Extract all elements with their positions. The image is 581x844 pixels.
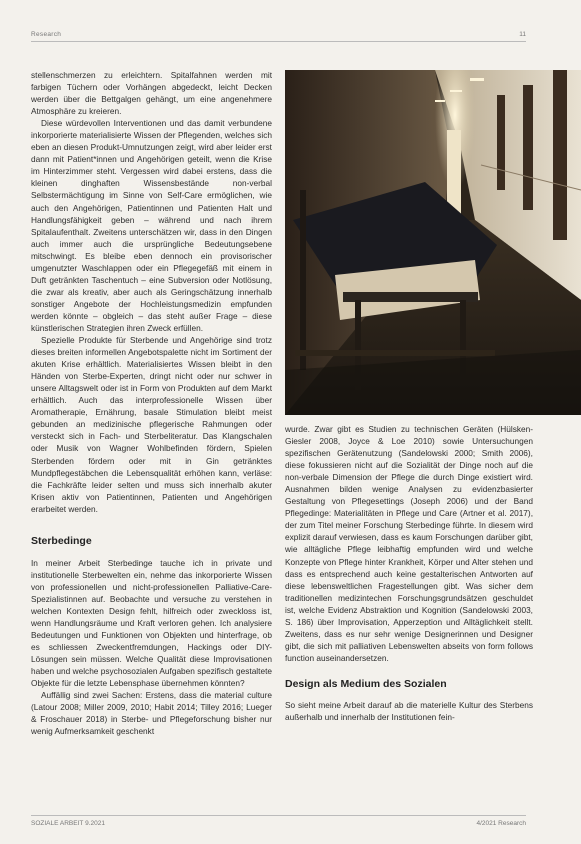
running-header: Research [31,31,62,38]
footer-rule [31,815,526,816]
header-rule [31,41,526,42]
section-heading: Sterbedinge [31,534,92,547]
left-column [31,69,272,737]
page-number: 11 [519,31,526,38]
section-heading: Design als Medium des Sozialen [285,677,447,690]
paragraph: stellenschmerzen zu erleichtern. Spitalfahnen werden mit farbigen Tüchern oder Vorhängen abgedeckt, leicht Decken werden über die Bettgalgen gehängt, um eine angenehmere Atmosphäre zu kreieren. [31,70,272,117]
paragraph: Diese würdevollen Interventionen und das damit verbundene inkorporierte materialisierte Wissen der Pflegenden, welches sich eben an diesen Produkt-Umnutzungen zeigt, wird aber leider erst dann mit Patient*innen und Angehörigen geteilt, wenn die Krise im Hinterzimmer steht. Vergessen wird dabei erstens, dass die kleinen dinghaften Wissensbestände non-verbal Selbstermächtigung im Sinne von Self-Care ermöglichen, wie auch den Angehörigen, Patientinnen und Patienten Halt und Handlungsfähigkeit geben – während und nach ihrem Spitalaufenthalt. Zweitens unterschätzen wir, dass in den Dingen auch immer auch die ursprüngliche Bedeutungsebene mitschwingt. Es bleibe eben dennoch ein provisorischer umgenutzter Waschlappen oder ein Pflegegefäß mit einem in Duft getränkten Taschentuch – eine Subversion oder Notlösung, die zwar als kreativ, aber auch als Geringschätzung innerhalb sonstiger Angebote der Hochleistungsmedizin empfunden werden könnte – obgleich – das steht außer Frage – diese künstlerischen Strategien ihren Zweck erfüllen. [31,118,272,333]
paragraph: So sieht meine Arbeit darauf ab die materielle Kultur des Sterbens außerhalb und innerhalb der Institutionen fein- [285,699,533,722]
footer-issue: 4/2021 Research [476,820,526,827]
paragraph: Spezielle Produkte für Sterbende und Angehörige sind trotz dieses breiten informellen Angebotspalette nicht im Sortiment der akuten Krise erhältlich. Materialisiertes Wissen bleibt in den Händen von Sterbe-Experten, dringt nicht oder nur schwer in unsere Alltagswelt oder ist in Form von Produkten auf dem Markt erhältlich. Auch das interprofessionelle Wissen über Aromatherapie, Ernährung, basale Stimulation bleibt meist gebunden an medizinische pflegerische Rahmungen oder versteckt sich in Fach- und Sterbeliteratur. Das Klangschalen oder Musik von Wagner Wohlbefinden fördern, Spielen Sterbenden fördern oder mit in Gin getränktes Mundpflegestäbchen die Lebensqualität erhöhen kann, verläse: die Fachkräfte leider selten und muss sich innerhalb akuter Krisen aktiv von Patientinnen, Patienten und Angehörigen erarbeitet werden. [31,335,272,514]
right-column [285,423,533,723]
paragraph: wurde. Zwar gibt es Studien zu technischen Geräten (Hülsken-Giesler 2008, Joyce & Loe 2010) sowie Untersuchungen spezifischen Gerätenutzung (Sandelowski 2000; Smith 2006), diese fokussieren nicht auf die Sozialität der Dinge noch auf die non-verbale Dimension der Pflege die durch Dinge existiert wird. Ausnahmen bilden wenige Analysen zu evidenzbasierter Gestaltung von Pflegesettings (Joseph 2006) und der Band Pflegedinge: Materialitäten in Pflege und Care (Artner et al. 2017), der zum Titel meiner Forschung Sterbedinge führte. In diesem wird explizit darauf verwiesen, dass es kaum Forschungen darüber gibt, wie alltägliche Pflege leibhaftig empfunden wird und welche Konzepte von Pflege hinter Krankheit, Körper und Alter stehen und dass es entsprechend auch keine gestalterischen Antworten auf diese lebensweltlichen Fragestellungen gibt. Was sicher dem traditionellen medizintechen Forschungsgrundsätzen geschuldet ist, welche Evidenz Abstraktion und Kognition (Sandelowski 2003, S. 186) über Improvisation, Apperzeption und Alltäglichkeit stellt. Zweitens, dass es nur sehr wenige Designerinnen und Designer gibt, die sich mit palliativen Lebenswelten abseits von form follows function auseinandersetzen. [285,424,533,663]
paragraph: Auffällig sind zwei Sachen: Erstens, dass die material culture (Latour 2008; Miller 2009, 2010; Habit 2014; Tilley 2016; Lueger & Froschauer 2018) in Sterbe- und Pflegeforschung bisher nur wenig Aufmerksamkeit geschenkt [31,690,272,737]
paragraph: In meiner Arbeit Sterbedinge tauche ich in private und institutionelle Sterbewelten ein, nehme das inkorporierte Wissen von professionellen und nicht-professionellen Palliative-Care-Spezialistinnen auf. Beobachte und versuche zu verstehen in welchen Kontexten Design fehlt, hilfreich oder zweckloss ist, wenn Handlungsräume und Kraft verloren gehen. Ich analysiere Bedeutungen und Funktionen von Objekten und hinterfrage, ob es schliessen Zweckentfremdungen, Hackings oder DIY-Lösungen sein müssen. Welche Qualität diese Improvisationen haben und welche psychosozialen Aufgaben spezifisch gestaltete Objekte für die letzte Lebensphase übernehmen könnten? [31,557,272,689]
hospital-corridor-photo [285,70,581,415]
footer-journal: SOZIALE ARBEIT 9.2021 [31,820,105,827]
